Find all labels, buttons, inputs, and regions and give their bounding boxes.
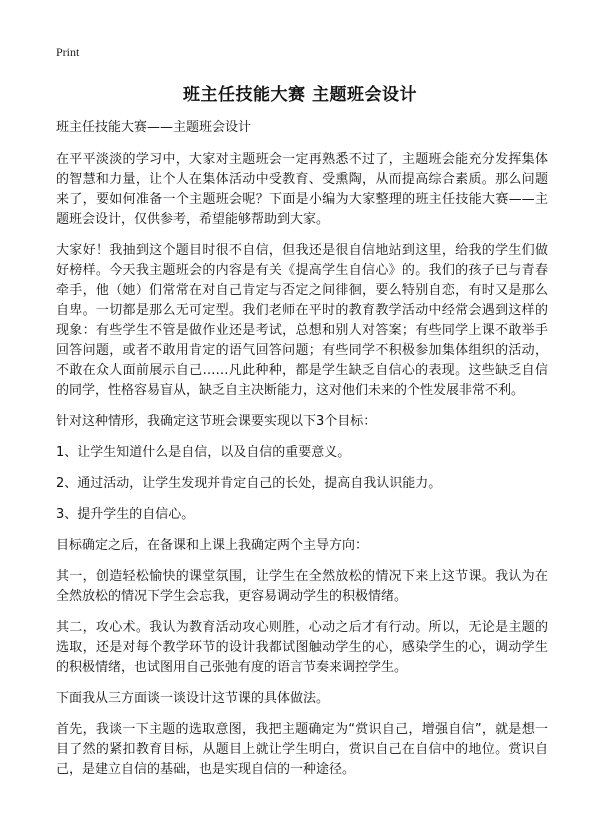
paragraph-goal-1: 1、让学生知道什么是自信，以及自信的重要意义。: [56, 445, 351, 460]
paragraph-goals-intro: 针对这种情形，我确定这节班会课要实现以下3个目标：: [56, 414, 377, 429]
paragraph-directions-intro: 目标确定之后，在备课和上课上我确定两个主导方向：: [56, 538, 369, 553]
paragraph-direction-1: 其一，创造轻松愉快的课堂氛围，让学生在全然放松的情况下来上这节课。我认为在全然放松的情况下学生会忘我，更容易调动学生的积极情绪。: [56, 569, 548, 604]
paragraph-goal-3: 3、提升学生的自信心。: [56, 507, 195, 522]
paragraph-goal-2: 2、通过活动，让学生发现并肯定自己的长处，提高自我认识能力。: [56, 476, 442, 491]
article-subtitle: 班主任技能大赛——主题班会设计: [56, 120, 252, 135]
paragraph-topic-selection: 首先，我谈一下主题的选取意图，我把主题确定为“赏识自己，增强自信”，就是想一目了然的紧扣教育目标，从题目上就让学生明白，赏识自己在自信中的地位。赏识自己，是建立自信的基础，也是实现自信的一种途径。: [56, 722, 548, 777]
print-link[interactable]: Print: [56, 45, 80, 59]
paragraph-opening: 大家好！我抽到这个题目时很不自信，但我还是很自信地站到这里，给我的学生们做好榜样。今天我主题班会的内容是有关《提高学生自信心》的。我们的孩子已与青春牵手，他（她）们常常在对自己肯定与否定之间徘徊，要么特别自恋，有时又是那么自卑。一切都是那么无可定型。我们老师在平时的教育教学活动中经常会遇到这样的现象：有些学生不管是做作业还是考试，总想和别人对答案；有些同学上课不敢举手回答问题，或者不敢用肯定的语气回答问题；有些同学不积极参加集体组织的活动，不敢在众人面前展示自己……凡此种种，都是学生缺乏自信心的表现。这些缺乏自信的同学，性格容易盲从，缺乏自主决断能力，这对他们未来的个性发展非常不利。: [56, 243, 548, 398]
page-title: 班主任技能大赛 主题班会设计: [183, 85, 417, 105]
paragraph-direction-2: 其二，攻心术。我认为教育活动攻心则胜，心动之后才有行动。所以，无论是主题的选取，还是对每个教学环节的设计我都试图触动学生的心，感染学生的心，调动学生的积极情绪，也试图用自己张弛有度的语言节奏来调控学生。: [56, 620, 548, 675]
paragraph-method-intro: 下面我从三方面谈一谈设计这节课的具体做法。: [56, 691, 330, 706]
article-body: [56, 118, 548, 791]
paragraph-intro: 在平平淡淡的学习中，大家对主题班会一定再熟悉不过了，主题班会能充分发挥集体的智慧和力量，让个人在集体活动中受教育、受熏陶，从而提高综合素质。那么问题来了，要如何准备一个主题班会呢？下面是小编为大家整理的班主任技能大赛——主题班会设计，仅供参考，希望能够帮助到大家。: [56, 152, 548, 227]
